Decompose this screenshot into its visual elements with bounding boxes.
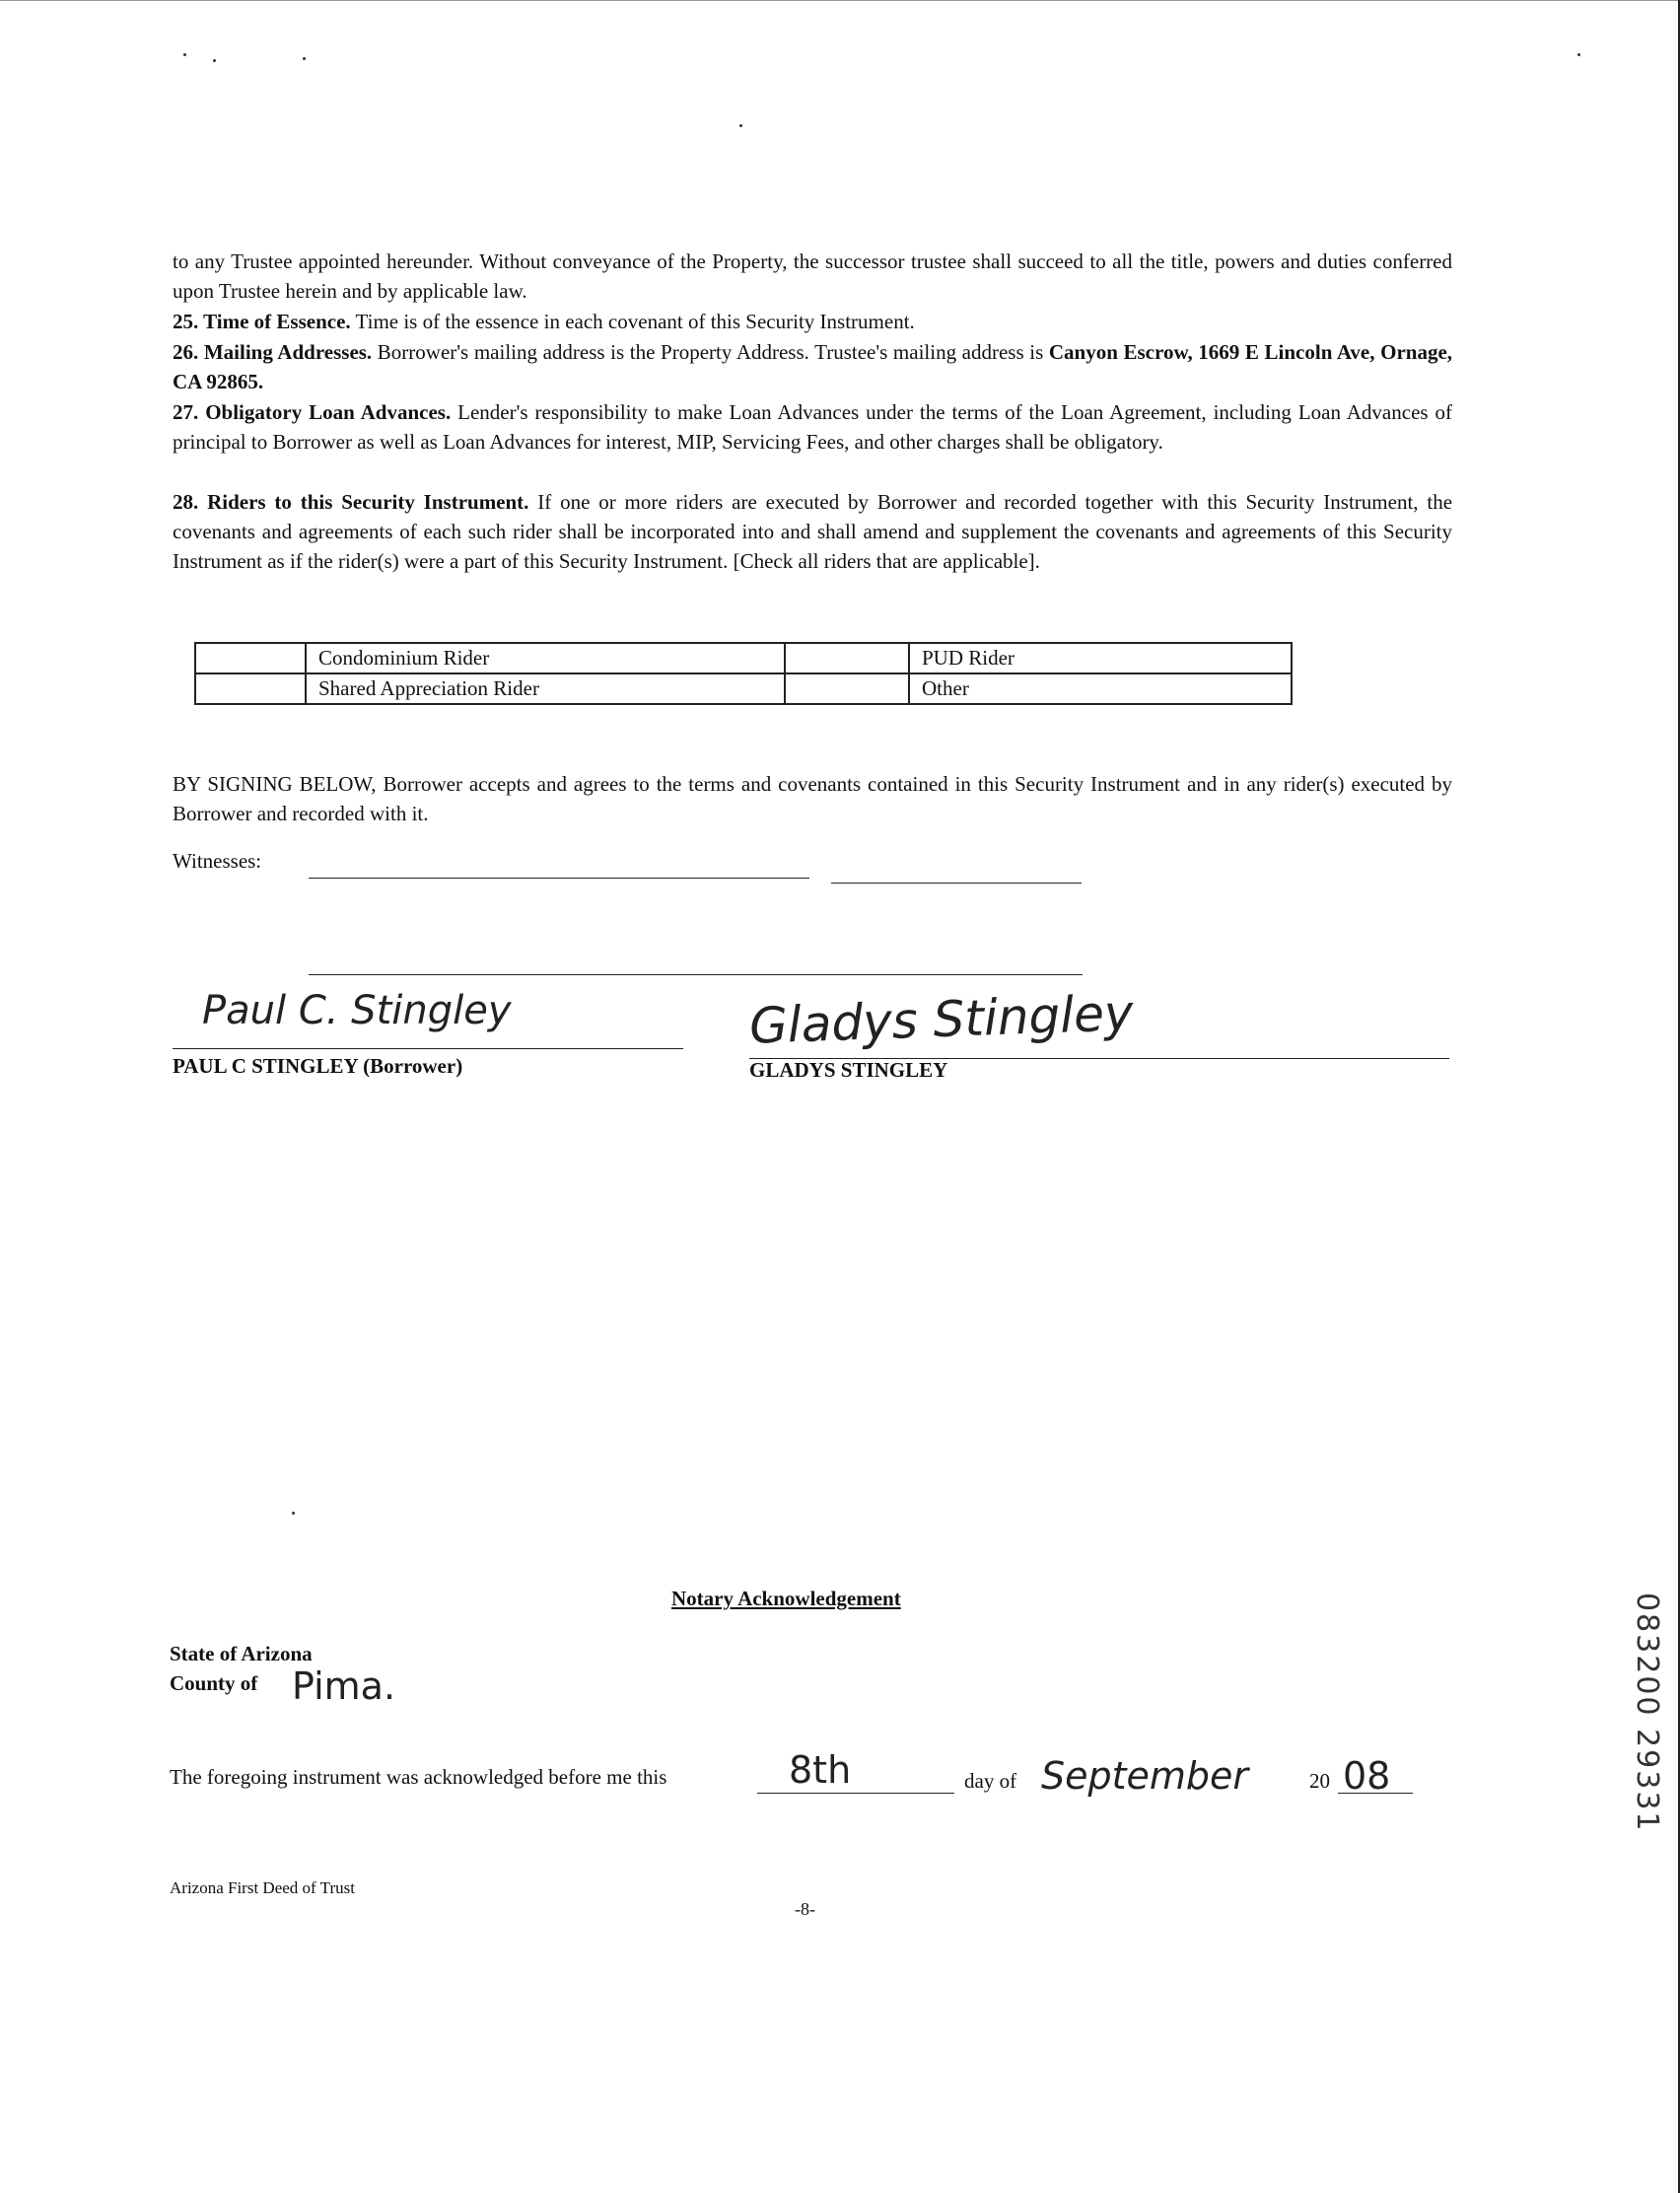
county-label: County of — [170, 1671, 258, 1695]
clause-title: Mailing Addresses. — [203, 340, 373, 364]
clause-title: Riders to this Security Instrument. — [207, 490, 529, 514]
side-stamp: 083200 29331 — [1630, 1592, 1664, 1833]
clause-intro — [173, 247, 1452, 306]
notary-heading: Notary Acknowledgement — [671, 1587, 901, 1610]
signing-lead: BY SIGNING BELOW, — [173, 772, 377, 796]
day-of-label: day of — [964, 1769, 1017, 1793]
year-value: 08 — [1343, 1754, 1391, 1798]
notary-ack-text: The foregoing instrument was acknowledged before me this — [170, 1765, 667, 1789]
table-row — [195, 643, 1292, 673]
county-value: Pima. — [292, 1664, 396, 1708]
table-row — [195, 673, 1292, 704]
scan-speck — [1577, 53, 1580, 56]
condominium-rider-label: Condominium Rider — [306, 643, 785, 673]
top-edge — [0, 0, 1680, 1]
page-number: -8- — [795, 1899, 815, 1919]
clause-intro-text: to any Trustee appointed hereunder. Without conveyance of the Property, the successor trustee shall succeed to all the title, powers and duties conferred upon Trustee herein and by applicable law. — [173, 249, 1452, 303]
scan-speck — [213, 59, 216, 62]
scan-speck — [303, 57, 306, 60]
footer-doc-title: Arizona First Deed of Trust — [170, 1878, 355, 1897]
day-value: 8th — [789, 1748, 852, 1792]
signing-text: Borrower accepts and agrees to the terms and covenants contained in this Security Instrument and in any rider(s) executed by Borrower and recorded with it. — [173, 772, 1452, 825]
trustee-address: Canyon Escrow, 1669 E Lincoln Ave, Ornage, CA 92865. — [173, 340, 1453, 393]
pud-checkbox[interactable] — [785, 643, 909, 673]
borrower1-signature: Paul C. Stingley — [202, 988, 512, 1033]
clause-number: 26. — [173, 340, 199, 364]
clause-27 — [173, 397, 1452, 457]
pud-rider-label: PUD Rider — [909, 643, 1292, 673]
clause-text: Lender's responsibility to make Loan Advances under the terms of the Loan Agreement, including Loan Advances of principal to Borrower as well as Loan Advances for interest, MIP, Servicing Fees, and other charges shall be obligatory. — [173, 400, 1453, 454]
clause-25 — [173, 307, 1452, 336]
shared-appreciation-checkbox[interactable] — [195, 673, 306, 704]
riders-table — [194, 642, 1293, 705]
other-checkbox[interactable] — [785, 673, 909, 704]
condominium-checkbox[interactable] — [195, 643, 306, 673]
scan-speck — [183, 53, 186, 56]
year-prefix: 20 — [1309, 1769, 1330, 1793]
witness-line-2[interactable] — [831, 883, 1082, 884]
borrower1-name: PAUL C STINGLEY (Borrower) — [173, 1054, 463, 1078]
borrower1-signature-line[interactable] — [173, 1048, 683, 1049]
borrower2-signature: Gladys Stingley — [748, 984, 1135, 1055]
signing-statement — [173, 769, 1452, 828]
other-rider-label: Other — [909, 673, 1292, 704]
clause-text: If one or more riders are executed by Borrower and recorded together with this Security Instrument, the covenants and agreements of each such rider shall be incorporated into and shall amend and supplement the covenants and agreements of this Security Instrument as if the rider(s) were a part of this Security Instrument. [Check all riders that are applicable]. — [173, 490, 1453, 573]
clause-text: Time is of the essence in each covenant of this Security Instrument. — [355, 310, 915, 333]
scan-speck — [739, 124, 742, 127]
borrower2-name: GLADYS STINGLEY — [749, 1058, 948, 1082]
witness-line-1[interactable] — [309, 878, 809, 879]
clause-number: 25. — [173, 310, 199, 333]
notary-state: State of Arizona — [170, 1642, 313, 1665]
clause-number: 28. — [173, 490, 199, 514]
clause-28 — [173, 487, 1452, 576]
clause-text: Borrower's mailing address is the Property Address. Trustee's mailing address is — [377, 340, 1044, 364]
month-value: September — [1041, 1754, 1249, 1798]
clause-title: Obligatory Loan Advances. — [205, 400, 452, 424]
witness-line-3[interactable] — [309, 974, 1083, 975]
witnesses-label: Witnesses: — [173, 849, 262, 873]
clause-26 — [173, 337, 1452, 396]
scan-speck — [292, 1512, 295, 1515]
shared-appreciation-rider-label: Shared Appreciation Rider — [306, 673, 785, 704]
clause-number: 27. — [173, 400, 199, 424]
day-line[interactable] — [757, 1793, 954, 1794]
clause-title: Time of Essence. — [203, 310, 351, 333]
